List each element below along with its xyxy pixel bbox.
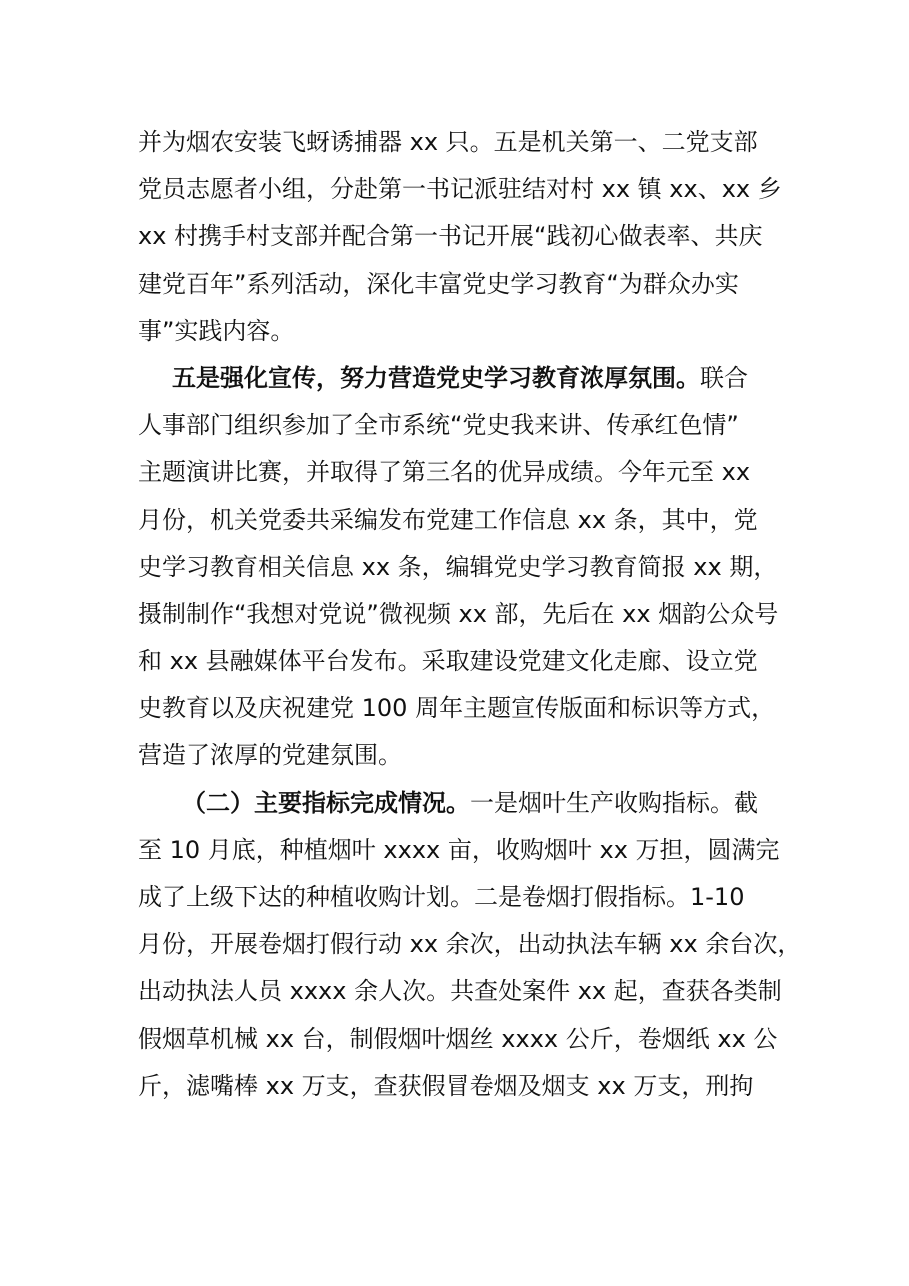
- paragraph-lead-line: [138, 780, 778, 827]
- section-heading-two: （二）主要指标完成情况。: [182, 788, 470, 817]
- text-line: 史学习教育相关信息 xx 条，编辑党史学习教育简报 xx 期，: [138, 552, 778, 581]
- text-line: xx 村携手村支部并配合第一书记开展“践初心做表率、共庆: [138, 222, 763, 251]
- text-line: 建党百年”系列活动，深化丰富党史学习教育“为群众办实: [138, 269, 739, 298]
- text-line: 月份，开展卷烟打假行动 xx 余次，出动执法车辆 xx 余台次，: [138, 930, 802, 959]
- text-line: 出动执法人员 xxxx 余人次。共查处案件 xx 起，查获各类制: [138, 977, 782, 1006]
- text-line: 史教育以及庆祝建党 100 周年主题宣传版面和标识等方式，: [138, 694, 776, 723]
- text-line: 党员志愿者小组，分赴第一书记派驻结对村 xx 镇 xx、xx 乡: [138, 175, 782, 204]
- text-line: 人事部门组织参加了全市系统“党史我来讲、传承红色情”: [138, 411, 739, 440]
- text-line: 并为烟农安装飞蚜诱捕器 xx 只。五是机关第一、二党支部: [138, 128, 758, 156]
- text-line: 假烟草机械 xx 台，制假烟叶烟丝 xxxx 公斤，卷烟纸 xx 公: [138, 1024, 778, 1053]
- text-line: 成了上级下达的种植收购计划。二是卷烟打假指标。1-10: [138, 883, 745, 911]
- text-line: 和 xx 县融媒体平台发布。采取建设党建文化走廊、设立党: [138, 647, 758, 676]
- text-line: 斤，滤嘴棒 xx 万支，查获假冒卷烟及烟支 xx 万支，刑拘: [138, 1071, 754, 1100]
- text-segment: 一是烟叶生产收购指标。截: [470, 788, 758, 817]
- paragraph-lead-line: [138, 355, 778, 402]
- text-line: 事”实践内容。: [138, 316, 295, 345]
- text-line: 月份，机关党委共采编发布党建工作信息 xx 条，其中，党: [138, 505, 758, 534]
- body-text: [138, 119, 802, 1110]
- section-heading-five: 五是强化宣传，努力营造党史学习教育浓厚氛围。: [172, 363, 700, 392]
- text-segment: 联合: [700, 363, 748, 392]
- text-line: 主题演讲比赛，并取得了第三名的优异成绩。今年元至 xx: [138, 458, 751, 487]
- text-line: 摄制制作“我想对党说”微视频 xx 部，先后在 xx 烟韵公众号: [138, 599, 779, 628]
- text-line: 至 10 月底，种植烟叶 xxxx 亩，收购烟叶 xx 万担，圆满完: [138, 835, 780, 864]
- text-line: 营造了浓厚的党建氛围。: [138, 741, 402, 770]
